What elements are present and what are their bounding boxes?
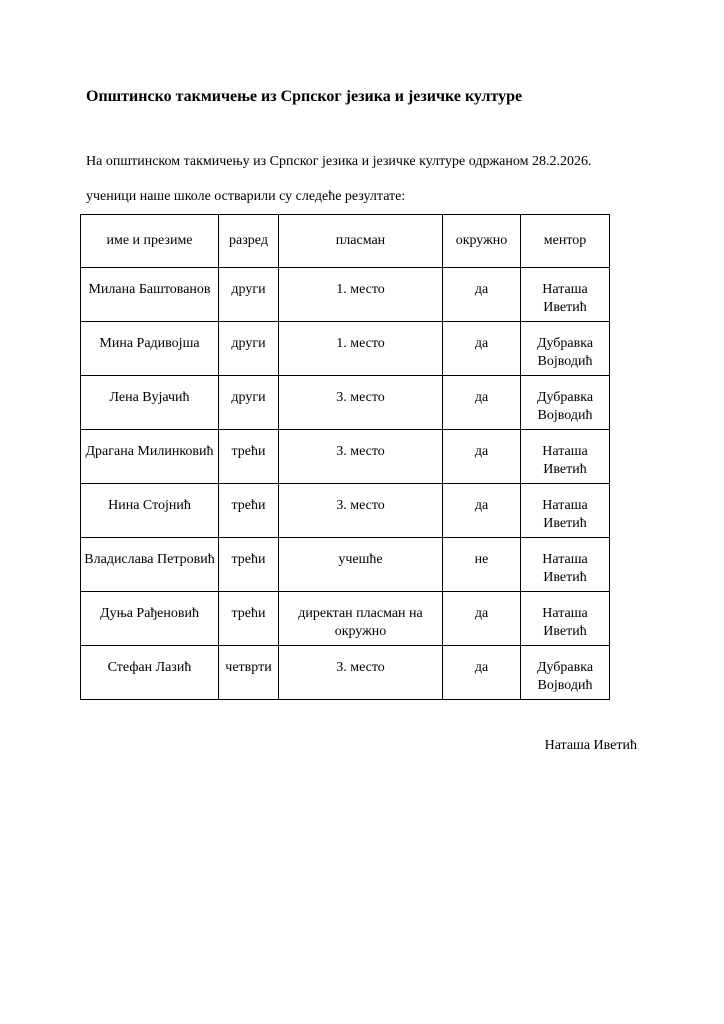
cell-placement: 1. место: [279, 268, 443, 322]
cell-name: Нина Стојнић: [81, 484, 219, 538]
table-row: [81, 430, 610, 484]
cell-placement: 3. место: [279, 376, 443, 430]
cell-grade: други: [219, 376, 279, 430]
cell-name: Мина Радивојша: [81, 322, 219, 376]
cell-placement: 3. место: [279, 484, 443, 538]
cell-mentor: Наташа Иветић: [521, 430, 610, 484]
cell-district: да: [443, 430, 521, 484]
cell-placement: учешће: [279, 538, 443, 592]
cell-mentor: Дубравка Војводић: [521, 322, 610, 376]
cell-mentor: Наташа Иветић: [521, 592, 610, 646]
intro-text-line-2: ученици наше школе остварили су следеће резултате:: [86, 189, 406, 204]
cell-grade: трећи: [219, 484, 279, 538]
cell-district: да: [443, 376, 521, 430]
cell-name: Стефан Лазић: [81, 646, 219, 700]
cell-grade: трећи: [219, 538, 279, 592]
cell-grade: трећи: [219, 430, 279, 484]
cell-grade: други: [219, 268, 279, 322]
cell-grade: други: [219, 322, 279, 376]
header-district: окружно: [443, 215, 521, 268]
signature: Наташа Иветић: [544, 738, 637, 753]
intro-text-line-1: На општинском такмичењу из Српског језика и језичке културе одржаном 28.2.2026.: [86, 154, 592, 169]
cell-grade: четврти: [219, 646, 279, 700]
cell-placement: 1. место: [279, 322, 443, 376]
table-row: [81, 376, 610, 430]
header-mentor: ментор: [521, 215, 610, 268]
cell-name: Лена Вујачић: [81, 376, 219, 430]
cell-district: да: [443, 268, 521, 322]
cell-placement: директан пласман на окружно: [279, 592, 443, 646]
cell-name: Владислава Петровић: [81, 538, 219, 592]
header-name: име и презиме: [81, 215, 219, 268]
table-row: [81, 646, 610, 700]
cell-grade: трећи: [219, 592, 279, 646]
table-row: [81, 322, 610, 376]
cell-district: да: [443, 646, 521, 700]
cell-mentor: Наташа Иветић: [521, 268, 610, 322]
cell-placement: 3. место: [279, 646, 443, 700]
header-placement: пласман: [279, 215, 443, 268]
cell-district: не: [443, 538, 521, 592]
table-row: [81, 592, 610, 646]
table-row: [81, 484, 610, 538]
cell-name: Дуња Рађеновић: [81, 592, 219, 646]
cell-name: Драгана Милинковић: [81, 430, 219, 484]
table-row: [81, 268, 610, 322]
cell-mentor: Дубравка Војводић: [521, 646, 610, 700]
cell-placement: 3. место: [279, 430, 443, 484]
cell-district: да: [443, 484, 521, 538]
table-row: [81, 538, 610, 592]
table-header-row: [81, 215, 610, 268]
cell-mentor: Наташа Иветић: [521, 538, 610, 592]
cell-district: да: [443, 592, 521, 646]
cell-name: Милана Баштованов: [81, 268, 219, 322]
document-title: Општинско такмичење из Српског језика и језичке културе: [86, 88, 523, 105]
results-table: [80, 214, 610, 700]
cell-mentor: Дубравка Војводић: [521, 376, 610, 430]
header-grade: разред: [219, 215, 279, 268]
cell-district: да: [443, 322, 521, 376]
cell-mentor: Наташа Иветић: [521, 484, 610, 538]
